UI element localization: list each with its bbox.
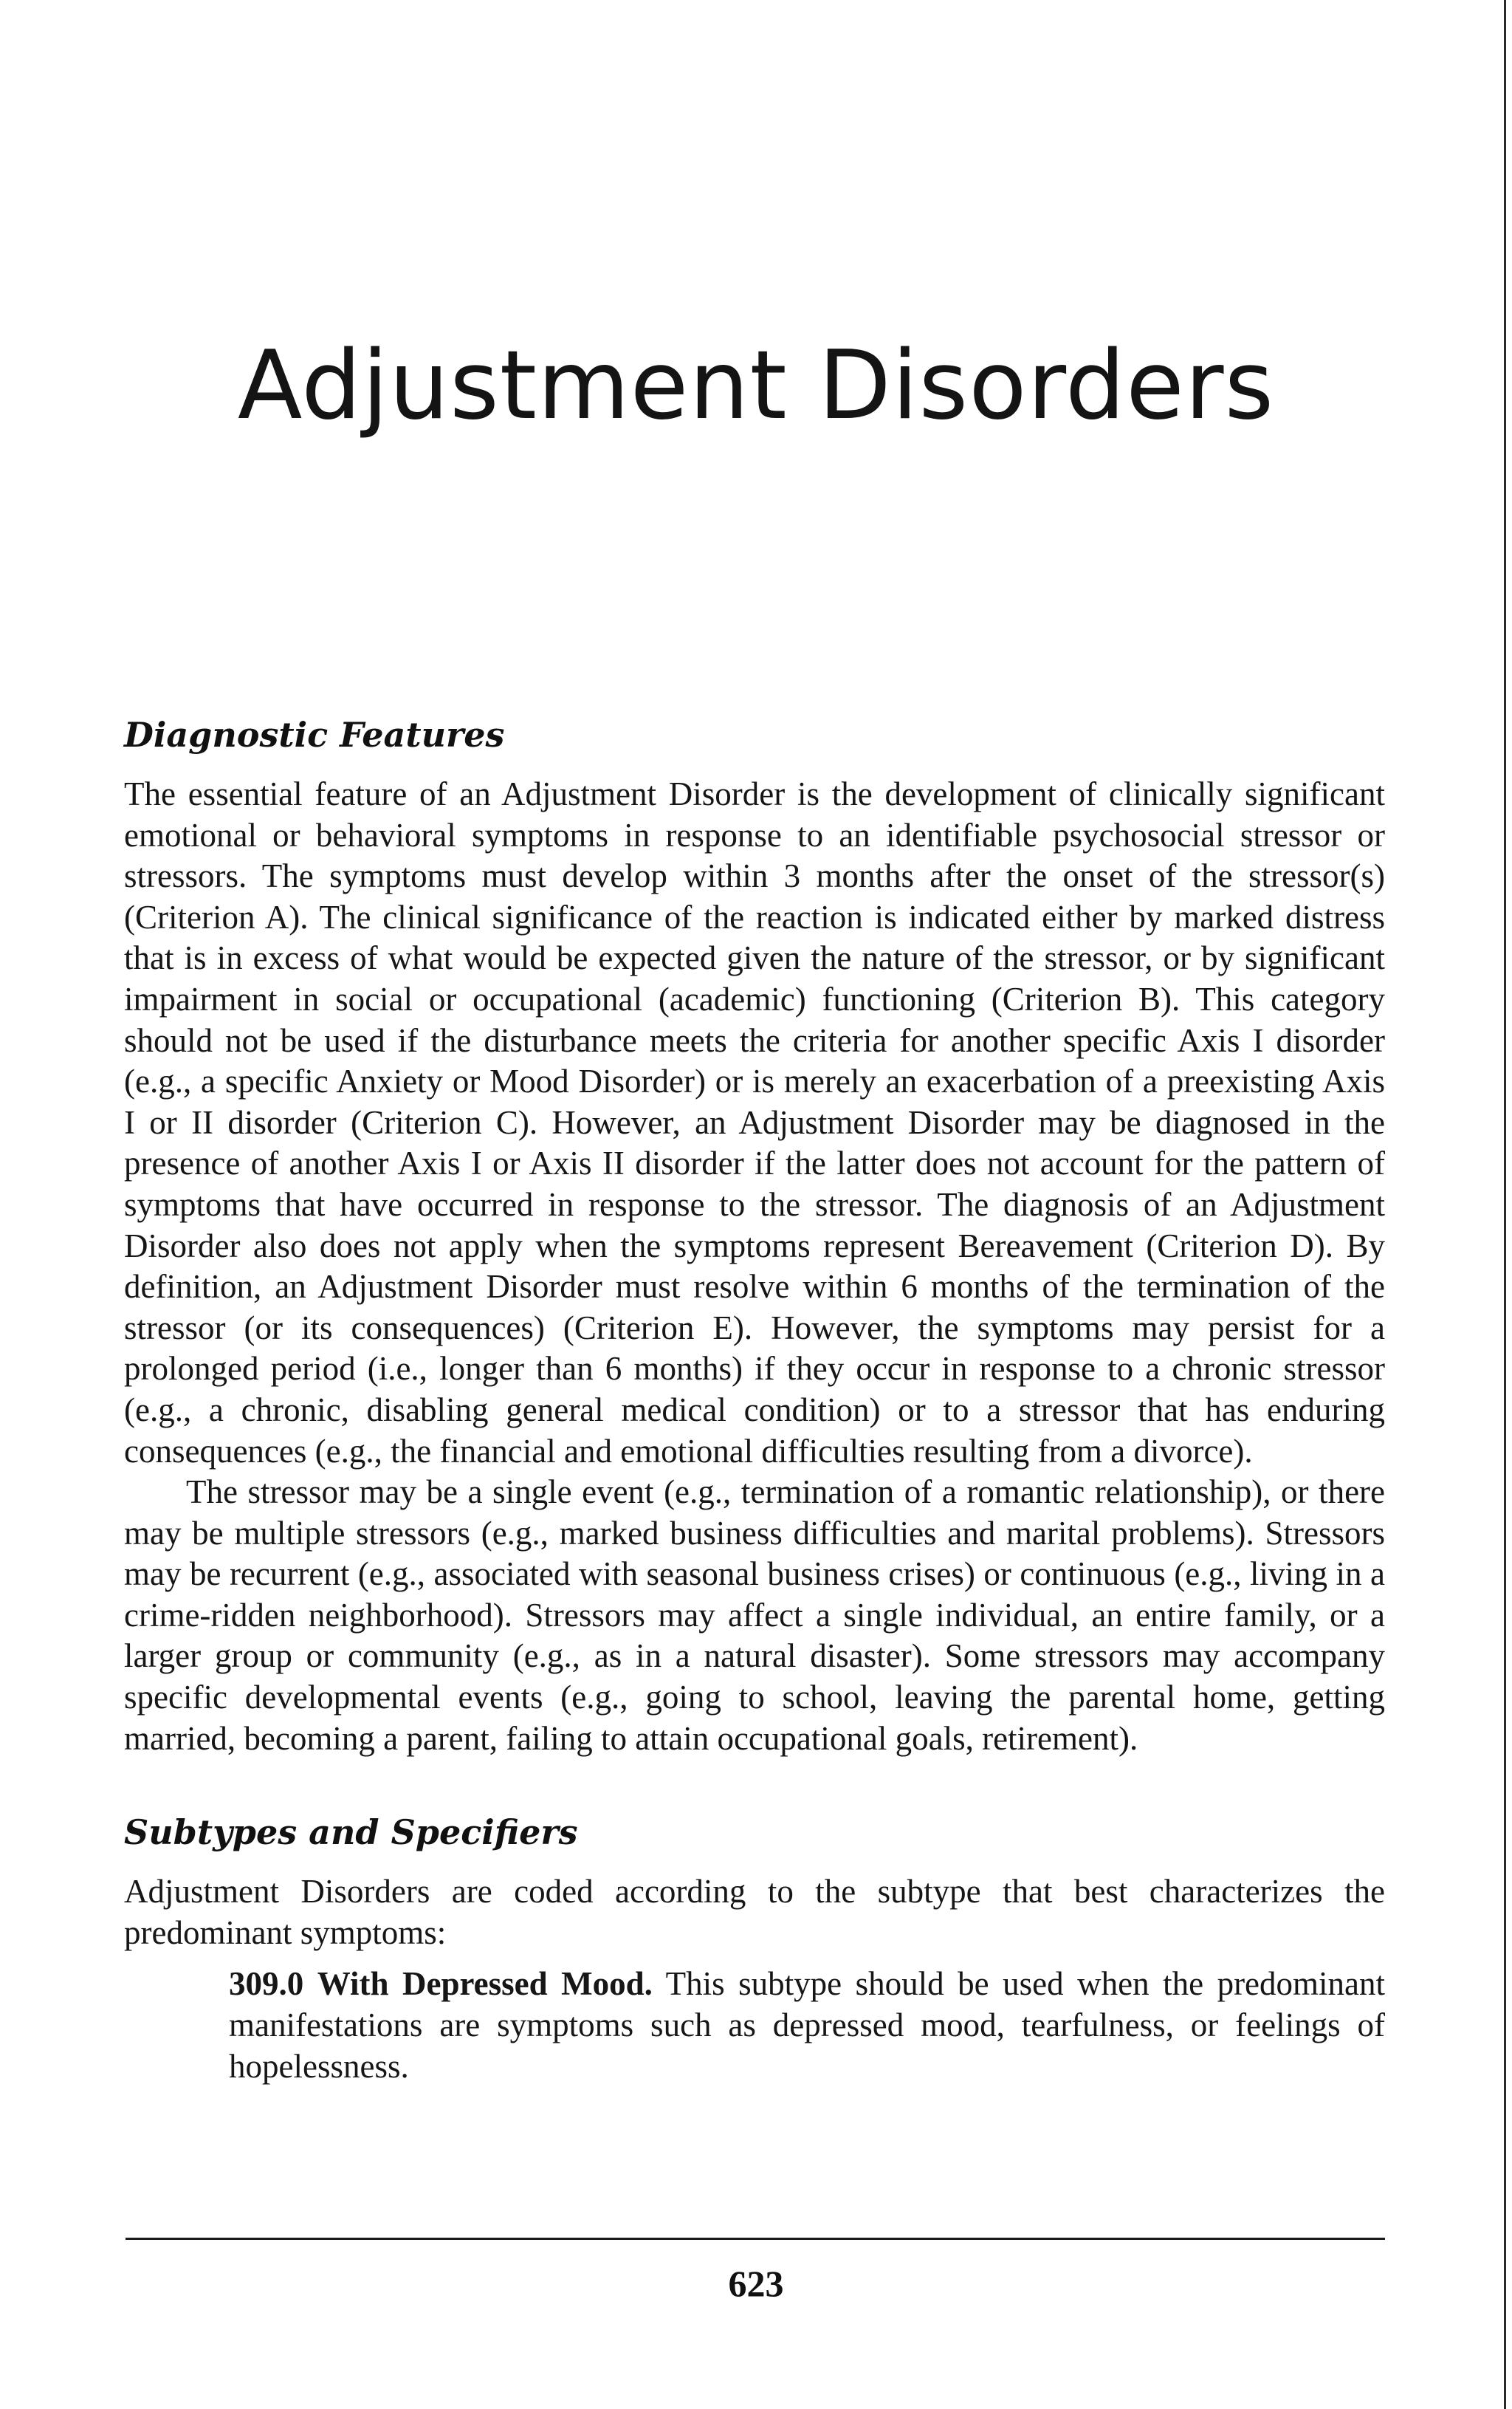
page-edge-line xyxy=(1504,0,1506,2409)
section-diagnostic-features xyxy=(124,709,1385,1759)
footer-rule xyxy=(126,2238,1385,2240)
page-number: 623 xyxy=(728,2263,784,2304)
subtype-entry xyxy=(229,1964,1385,2087)
subtype-name: With Depressed Mood. xyxy=(317,1965,653,2003)
subtype-code: 309.0 xyxy=(229,1965,304,2003)
subtype-description: This subtype should be used when the predominant manifestations are symptoms such as depressed mood, tearfulness, or feelings of hopelessness. xyxy=(229,1965,1386,2085)
body-paragraph: Adjustment Disorders are coded according to the subtype that best characterizes the predominant symptoms: xyxy=(124,1873,1385,1951)
body-paragraph: The stressor may be a single event (e.g., termination of a romantic relationship), or there may be multiple stressors (e.g., marked business difficulties and marital problems). Stressors may be recurrent (e.g., associated with seasonal business crises) or continuous (e.g., living in a crime-ridden neighborhood). Stressors may affect a single individual, an entire family, or a larger group or community (e.g., as in a natural disaster). Some stressors may accompany specific developmental events (e.g., going to school, leaving the parental home, getting married, becoming a parent, failing to attain occupational goals, retirement). xyxy=(124,1473,1385,1757)
section-heading: Diagnostic Features xyxy=(124,715,505,755)
section-heading: Subtypes and Specifiers xyxy=(124,1812,578,1853)
chapter-title: Adjustment Disorders xyxy=(237,331,1275,441)
page-body xyxy=(124,709,1385,2087)
section-subtypes-and-specifiers xyxy=(124,1806,1385,2087)
body-paragraph: The essential feature of an Adjustment Disorder is the development of clinically significant emotional or behavioral symptoms in response to an identifiable psychosocial stressor or stressors. The symptoms must develop within 3 months after the onset of the stressor(s) (Criterion A). The clinical significance of the reaction is indicated either by marked distress that is in excess of what would be expected given the nature of the stressor, or by significant impairment in social or occupational (academic) functioning (Criterion B). This category should not be used if the disturbance meets the criteria for another specific Axis I disorder (e.g., a specific Anxiety or Mood Disorder) or is merely an exacerbation of a preexisting Axis I or II disorder (Criterion C). However, an Adjustment Disorder may be diagnosed in the presence of another Axis I or Axis II disorder if the latter does not account for the pattern of symptoms that have occurred in response to the stressor. The diagnosis of an Adjustment Disorder also does not apply when the symptoms represent Bereavement (Criterion D). By definition, an Adjustment Disorder must resolve within 6 months of the termination of the stressor (or its consequences) (Criterion E). However, the symptoms may persist for a prolonged period (i.e., longer than 6 months) if they occur in response to a chronic stressor (e.g., a chronic, disabling general medical condition) or to a stressor that has enduring consequences (e.g., the financial and emotional difficulties resulting from a divorce). xyxy=(124,775,1385,1470)
